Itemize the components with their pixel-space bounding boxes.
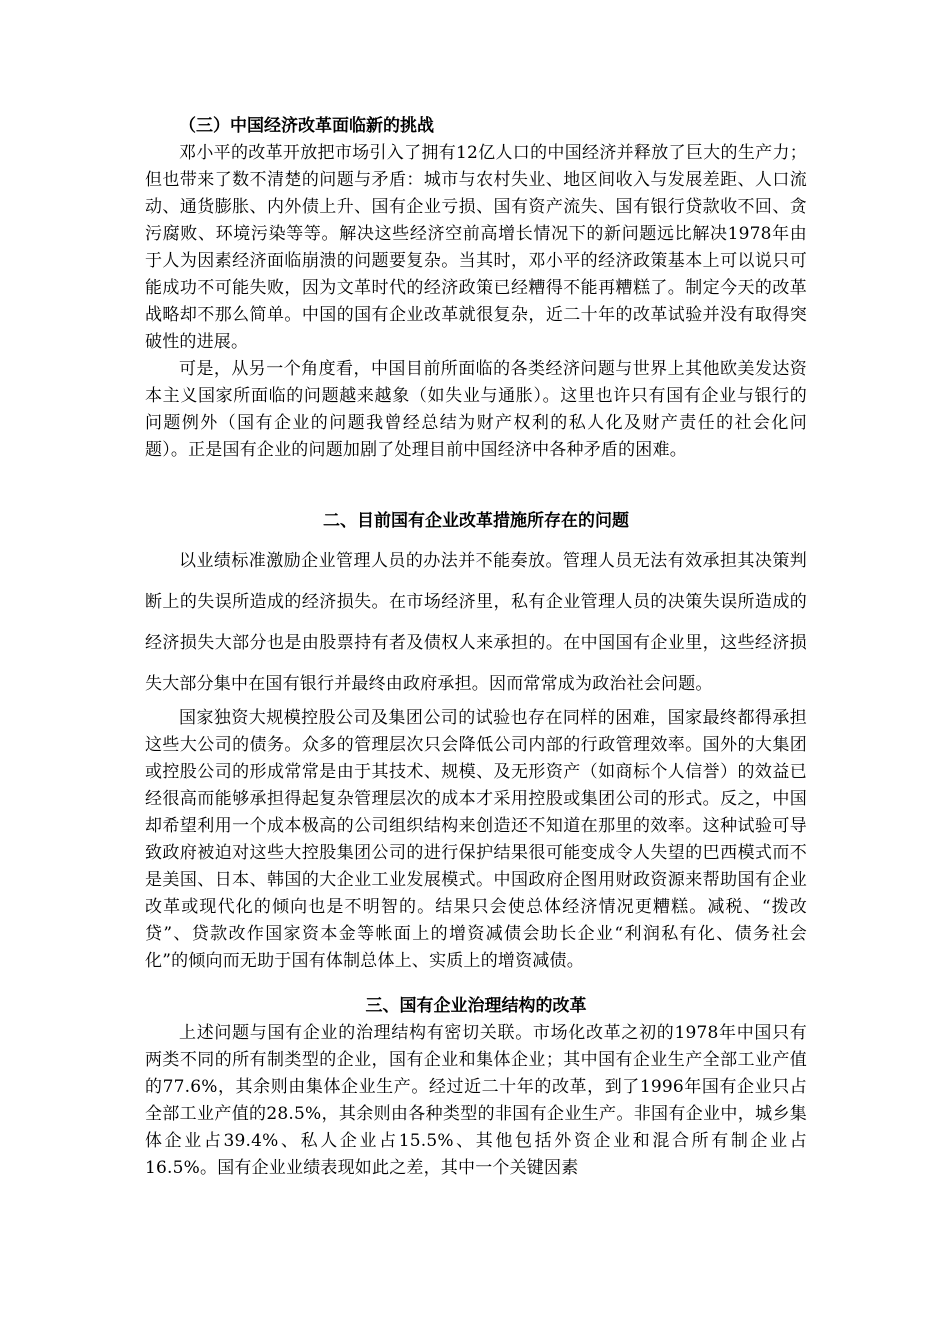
paragraph-performance-incentive: 以业绩标准激励企业管理人员的办法并不能奏放。管理人员无法有效承担其决策判断上的失误所造成的经济损失。在市场经济里，私有企业管理人员的决策失误所造成的经济损失大部分也是由股票持有者及债权人来承担的。在中国国有企业里，这些经济损失大部分集中在国有银行并最终由政府承担。因而常常成为政治社会问题。 — [145, 551, 807, 694]
section-heading-governance: 三、国有企业治理结构的改革 — [365, 996, 587, 1016]
paragraph-governance-structure: 上述问题与国有企业的治理结构有密切关联。市场化改革之初的1978年中国只有两类不同的所有制类型的企业，国有企业和集体企业；其中国有企业生产全部工业产值的77.6%，其余则由集体企业生产。经过近二十年的改革，到了1996年国有企业只占全部工业产值的28.5%，其余则由各种类型的非国有企业生产。非国有企业中，城乡集体企业占39.4%、私人企业占15.5%、其他包括外资企业和混合所有制企业占16.5%。国有企业业绩表现如此之差，其中一个关键因素 — [145, 1023, 807, 1178]
paragraph-reform-problems: 邓小平的改革开放把市场引入了拥有12亿人口的中国经济并释放了巨大的生产力；但也带来了数不清楚的问题与矛盾：城市与农村失业、地区间收入与发展差距、人口流动、通货膨胀、内外债上升、国有企业亏损、国有资产流失、国有银行贷款收不回、贪污腐败、环境污染等等。解决这些经济空前高增长情况下的新问题远比解决1978年由于人为因素经济面临崩溃的问题要复杂。当其时，邓小平的经济政策基本上可以说只可能成功不可能失败，因为文革时代的经济政策已经糟得不能再糟糕了。制定今天的改革战略却不那么简单。中国的国有企业改革就很复杂，近二十年的改革试验并没有取得突破性的进展。 — [145, 143, 807, 352]
paragraph-holding-companies: 国家独资大规模控股公司及集团公司的试验也存在同样的困难，国家最终都得承担这些大公司的债务。众多的管理层次只会降低公司内部的行政管理效率。国外的大集团或控股公司的形成常常是由于其技术、规模、及无形资产（如商标个人信誉）的效益已经很高而能够承担得起复杂管理层次的成本才采用控股或集团公司的形式。反之，中国却希望利用一个成本极高的公司组织结构来创造还不知道在那里的效率。这种试验可导致政府被迫对这些大控股集团公司的进行保护结果很可能变成令人失望的巴西模式而不是美国、日本、韩国的大企业工业发展模式。中国政府企图用财政资源来帮助国有企业改革或现代化的倾向也是不明智的。结果只会使总体经济情况更糟糕。减税、“拨改贷”、贷款改作国家资本金等帐面上的增资减债会助长企业“利润私有化、债务社会化”的倾向而无助于国有体制总体上、实质上的增资减债。 — [145, 708, 807, 971]
paragraph-another-angle: 可是，从另一个角度看，中国目前所面临的各类经济问题与世界上其他欧美发达资本主义国家所面临的问题越来越象（如失业与通胀）。这里也许只有国有企业与银行的问题例外（国有企业的问题我曾经总结为财产权利的私人化及财产责任的社会化问题）。正是国有企业的问题加剧了处理目前中国经济中各种矛盾的困难。 — [145, 359, 807, 460]
section-heading-current-problems: 二、目前国有企业改革措施所存在的问题 — [323, 511, 629, 531]
section-spacer — [145, 464, 807, 508]
section-spacer — [145, 975, 807, 993]
subsection-heading-challenges: （三）中国经济改革面临新的挑战 — [179, 116, 434, 136]
document-page — [145, 113, 807, 1182]
